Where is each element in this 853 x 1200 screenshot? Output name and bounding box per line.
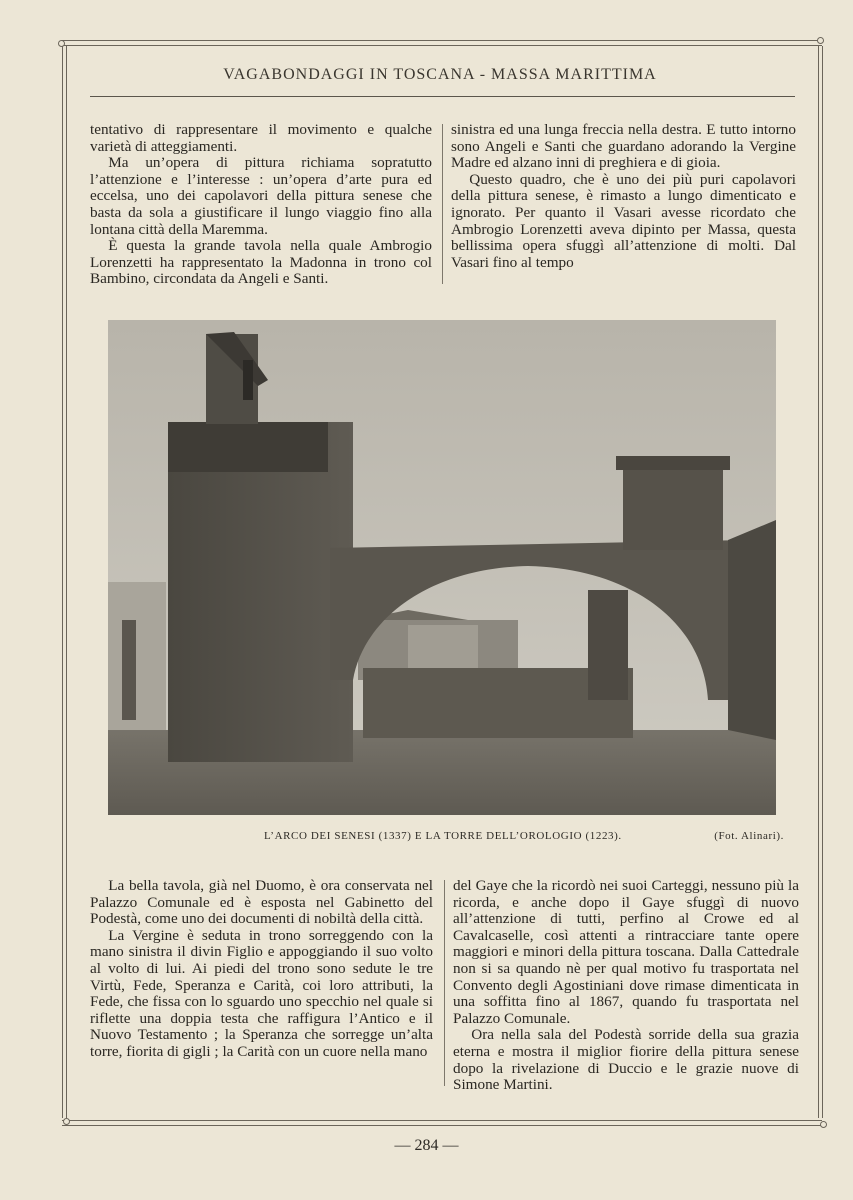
running-head: VAGABONDAGGI IN TOSCANA - MASSA MARITTIMA — [223, 66, 657, 83]
frame-corner-ornament — [817, 37, 824, 44]
paragraph: del Gaye che la ricordò nei suoi Carteggi, nessuno più la ricorda, e anche dopo il Gaye sfuggì di nuovo all’attenzione di tutti, perfino al Crowe ed al Cavalcaselle, così attenti a rintracciare tante opere maggiori e minori della pittura toscana. Dalla Cattedrale non si sa quando nè per qual motivo fu trasportata nel Convento degli Agostiniani dove rimase dimenticata in una soffitta fino al 1867, quando fu trasportata nel Palazzo Comunale. — [453, 877, 799, 1027]
text-column-bottom-right — [453, 878, 799, 1094]
page-frame-bottom — [62, 1120, 822, 1126]
page-number: — 284 — — [394, 1137, 459, 1154]
page-frame-top — [62, 40, 822, 46]
text-column-bottom-left — [90, 878, 433, 1061]
caption-title: L’ARCO DEI SENESI (1337) E LA TORRE DELL’OROLOGIO (1223). — [264, 830, 622, 842]
paragraph: La bella tavola, già nel Duomo, è ora conservata nel Palazzo Comunale ed è esposta nel Gabinetto del Podestà, come uno dei documenti di nobiltà della città. — [90, 877, 433, 928]
page-frame-right — [818, 46, 823, 1118]
frame-corner-ornament — [820, 1121, 827, 1128]
column-divider — [442, 124, 443, 284]
text-column-top-right — [451, 122, 796, 271]
photograph-arco-dei-senesi — [108, 320, 776, 815]
paragraph: tentativo di rappresentare il movimento e qualche varietà di atteggiamenti. — [90, 121, 432, 155]
paragraph: Questo quadro, che è uno dei più puri capolavori della pittura senese, è rimasto a lungo dimenticato e ignorato. Per quanto il Vasari avesse ricordato che Ambrogio Lorenzetti aveva dipinto per Massa, questa bellissima opera sfuggì all’attenzione di molti. Dal Vasari fino al tempo — [451, 170, 796, 271]
caption-credit: (Fot. Alinari). — [714, 830, 784, 842]
page-frame-left — [62, 46, 67, 1118]
column-divider — [444, 880, 445, 1086]
frame-corner-ornament — [58, 40, 65, 47]
paragraph: È questa la grande tavola nella quale Ambrogio Lorenzetti ha rappresentato la Madonna in trono col Bambino, circondata da Angeli e Santi. — [90, 237, 432, 288]
photograph-illustration — [108, 320, 776, 815]
header-rule — [90, 96, 795, 97]
paragraph: La Vergine è seduta in trono sorreggendo con la mano sinistra il divin Figlio e appoggiando il suo volto al volto di lui. Ai piedi del trono sono sedute le tre Virtù, Fede, Speranza e Carità, coi loro attributi, la Fede, che fissa con lo sguardo uno specchio nel quale si riflette una doppia testa che raffigura l’Antico e il Nuovo Testamento ; la Speranza che sorregge un’alta torre, fiorita di gigli ; la Carità con un cuore nella mano — [90, 926, 433, 1060]
paragraph: sinistra ed una lunga freccia nella destra. E tutto intorno sono Angeli e Santi che guardano adorando la Vergine Madre ed alzano inni di preghiera e di gioia. — [451, 121, 796, 172]
frame-corner-ornament — [63, 1118, 70, 1125]
text-column-top-left — [90, 122, 432, 288]
paragraph: Ora nella sala del Podestà sorride della sua grazia eterna e mostra il miglior fiorire della pittura senese dopo la rivelazione di Duccio e le grazie nuove di Simone Martini. — [453, 1026, 799, 1094]
paragraph: Ma un’opera di pittura richiama sopratutto l’attenzione e l’interesse : un’opera d’arte pura ed eccelsa, uno dei capolavori della pittura senese che basta da sola a giustificare il lungo viaggio fino alla lontana città della Maremma. — [90, 154, 432, 238]
